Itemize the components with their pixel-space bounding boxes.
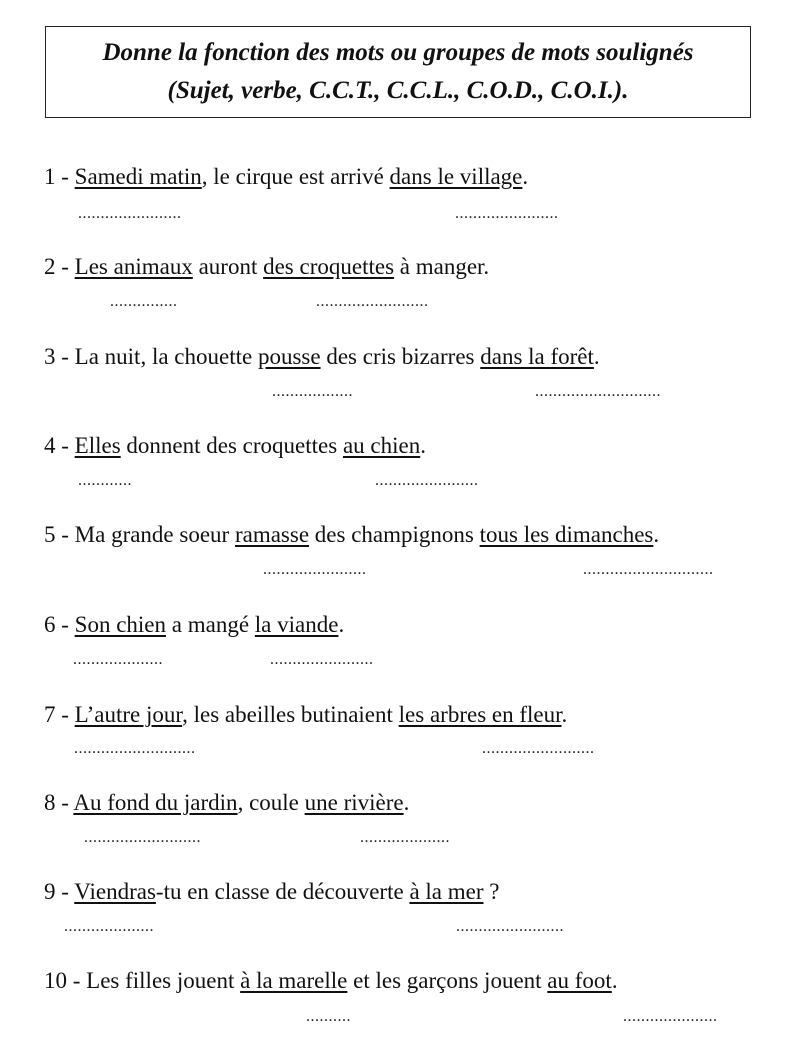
sentence-text: , coule	[237, 790, 305, 815]
exercise-sentence-8	[44, 789, 409, 817]
sentence-text: a mangé	[166, 612, 255, 637]
sentence-text: 3 - La nuit, la chouette	[44, 344, 258, 369]
sentence-text: 6 -	[44, 612, 75, 637]
sentence-text: des champignons	[309, 522, 480, 547]
underlined-word-group: au chien	[342, 433, 421, 458]
sentence-text: ?	[483, 879, 500, 904]
instruction-box	[45, 26, 751, 118]
sentence-text: .	[420, 433, 426, 458]
sentence-text: .	[593, 344, 600, 369]
sentence-text: .	[561, 702, 568, 727]
answer-blank-6-1[interactable]: ....................	[73, 651, 163, 668]
sentence-text: donnent des croquettes	[120, 433, 343, 458]
sentence-text: 4 -	[44, 433, 75, 458]
underlined-word-group: dans la forêt	[480, 344, 594, 369]
sentence-text: auront	[192, 254, 264, 279]
underlined-word-group: pousse	[257, 344, 321, 369]
answer-blank-3-2[interactable]: ............................	[535, 383, 661, 400]
answer-blank-7-2[interactable]: .........................	[482, 740, 595, 757]
answer-blank-3-1[interactable]: ..................	[272, 383, 353, 400]
exercise-sentence-5	[44, 521, 659, 549]
underlined-word-group: une rivière	[304, 790, 404, 815]
underlined-word-group: la viande	[254, 612, 339, 637]
answer-blank-4-2[interactable]: .......................	[375, 472, 479, 489]
sentence-text: des cris bizarres	[320, 344, 481, 369]
sentence-text: 7 -	[44, 702, 75, 727]
answer-blank-9-1[interactable]: ....................	[64, 918, 154, 935]
sentence-text: .	[403, 790, 410, 815]
sentence-text: 10 - Les filles jouent	[44, 968, 241, 993]
underlined-word-group: les arbres en fleur	[398, 702, 562, 727]
underlined-word-group: dans le village	[389, 164, 523, 189]
sentence-text: 1 -	[44, 164, 75, 189]
underlined-word-group: Les animaux	[74, 254, 193, 279]
instruction-title: Donne la fonction des mots ou groupes de mots soulignés	[102, 39, 694, 66]
answer-blank-6-2[interactable]: .......................	[270, 651, 374, 668]
sentence-text: , le cirque est arrivé	[201, 164, 390, 189]
answer-blank-1-1[interactable]: .......................	[78, 205, 182, 222]
exercise-sentence-7	[44, 701, 567, 729]
sentence-text: 2 -	[44, 254, 75, 279]
exercise-sentence-9	[44, 878, 499, 906]
sentence-text: 9 -	[44, 879, 75, 904]
underlined-word-group: tous les dimanches	[479, 522, 654, 547]
underlined-word-group: à la marelle	[240, 968, 348, 993]
underlined-word-group: des croquettes	[263, 254, 395, 279]
answer-blank-1-2[interactable]: .......................	[455, 205, 559, 222]
underlined-word-group: L’autre jour	[74, 702, 183, 727]
sentence-text: à manger.	[394, 254, 490, 279]
exercise-sentence-10	[44, 967, 618, 995]
sentence-text: -tu en classe de découverte	[155, 879, 410, 904]
answer-blank-7-1[interactable]: ...........................	[74, 740, 196, 757]
underlined-word-group: ramasse	[234, 522, 310, 547]
sentence-text: .	[338, 612, 345, 637]
exercise-sentence-2	[44, 253, 489, 281]
exercise-sentence-6	[44, 611, 344, 639]
underlined-word-group: Viendras	[74, 879, 156, 904]
underlined-word-group: Samedi matin	[74, 164, 202, 189]
sentence-text: 5 - Ma grande soeur	[44, 522, 235, 547]
answer-blank-10-1[interactable]: ..........	[306, 1008, 351, 1025]
answer-blank-5-2[interactable]: .............................	[583, 561, 714, 578]
answer-blank-9-2[interactable]: ........................	[456, 918, 564, 935]
exercise-sentence-3	[44, 343, 600, 371]
answer-blank-2-1[interactable]: ...............	[110, 293, 178, 310]
underlined-word-group: Au fond du jardin	[73, 790, 238, 815]
underlined-word-group: Elles	[74, 433, 121, 458]
sentence-text: .	[653, 522, 660, 547]
answer-blank-4-1[interactable]: ............	[78, 472, 132, 489]
underlined-word-group: Son chien	[74, 612, 167, 637]
answer-blank-10-2[interactable]: .....................	[623, 1008, 718, 1025]
sentence-text: .	[522, 164, 529, 189]
sentence-text: 8 -	[44, 790, 74, 815]
answer-blank-5-1[interactable]: .......................	[263, 561, 367, 578]
answer-blank-2-2[interactable]: .........................	[316, 293, 429, 310]
instruction-subtitle: (Sujet, verbe, C.C.T., C.C.L., C.O.D., C.O.I.).	[167, 77, 629, 104]
exercise-sentence-4	[44, 432, 426, 460]
answer-blank-8-1[interactable]: ..........................	[84, 829, 201, 846]
sentence-text: et les garçons jouent	[347, 968, 548, 993]
underlined-word-group: à la mer	[409, 879, 484, 904]
sentence-text: , les abeilles butinaient	[182, 702, 399, 727]
answer-blank-8-2[interactable]: ....................	[360, 829, 450, 846]
exercise-sentence-1	[44, 163, 528, 191]
sentence-text: .	[611, 968, 618, 993]
underlined-word-group: au foot	[547, 968, 612, 993]
